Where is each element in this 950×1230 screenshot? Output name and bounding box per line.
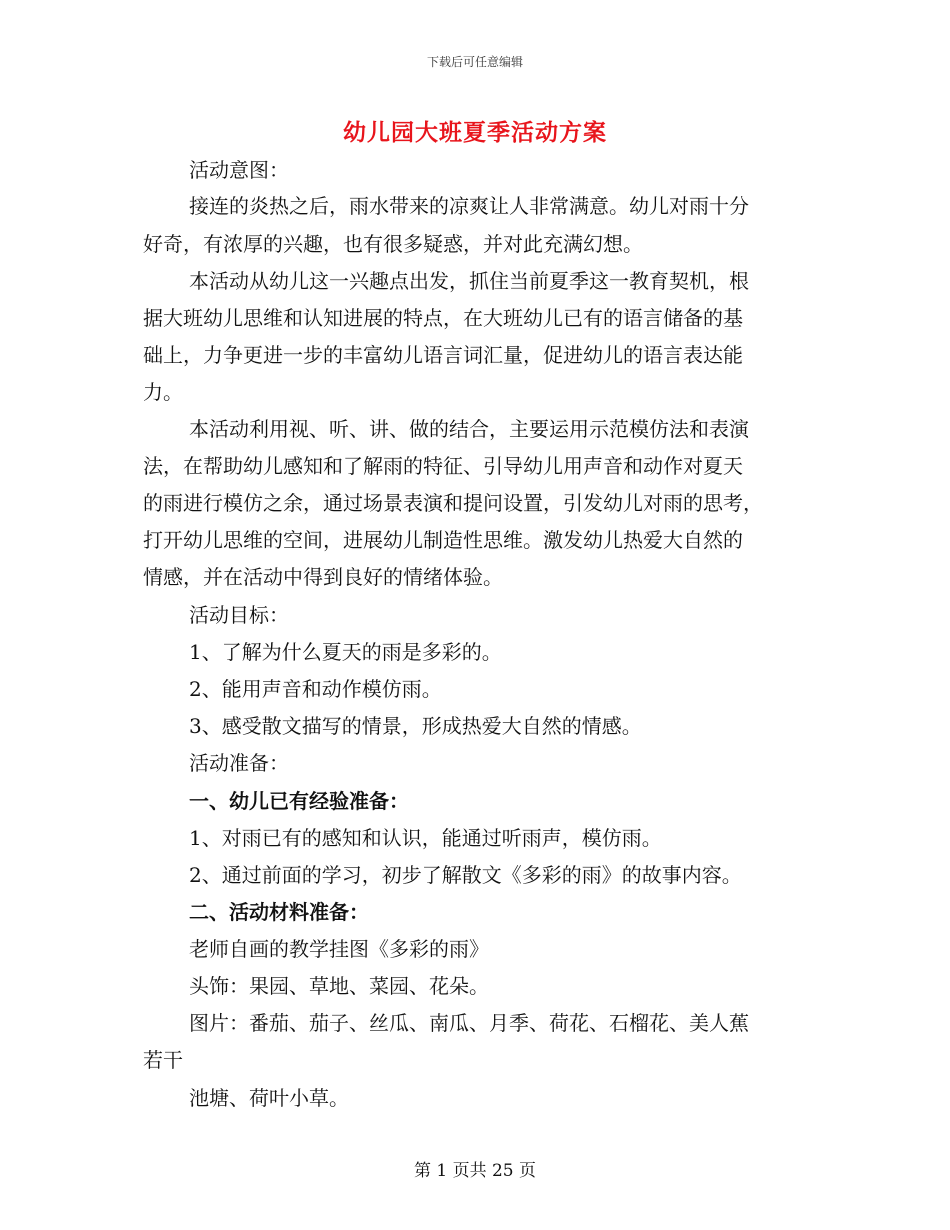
section-heading: 活动目标： xyxy=(189,603,289,627)
paragraph-line: 情感，并在活动中得到良好的情绪体验。 xyxy=(143,565,503,589)
paragraph-line: 好奇，有浓厚的兴趣，也有很多疑惑，并对此充满幻想。 xyxy=(143,232,643,256)
paragraph-line: 法，在帮助幼儿感知和了解雨的特征、引导幼儿用声音和动作对夏天 xyxy=(143,454,743,478)
paragraph-line: 老师自画的教学挂图《多彩的雨》 xyxy=(189,937,489,961)
paragraph-line: 池塘、荷叶小草。 xyxy=(189,1086,349,1110)
paragraph-line: 力。 xyxy=(143,380,183,404)
paragraph-line: 本活动利用视、听、讲、做的结合，主要运用示范模仿法和表演 xyxy=(189,417,749,441)
list-item: 1、了解为什么夏天的雨是多彩的。 xyxy=(189,640,502,664)
paragraph-line: 接连的炎热之后，雨水带来的凉爽让人非常满意。幼儿对雨十分 xyxy=(189,194,749,218)
paragraph-line: 据大班幼儿思维和认知进展的特点，在大班幼儿已有的语言储备的基 xyxy=(143,306,743,330)
list-item: 2、能用声音和动作模仿雨。 xyxy=(189,677,442,701)
page-number-footer: 第 1 页共 25 页 xyxy=(413,1161,537,1181)
page-header-note: 下载后可任意编辑 xyxy=(426,55,523,69)
section-heading: 活动准备： xyxy=(189,751,289,775)
list-item: 1、对雨已有的感知和认识，能通过听雨声，模仿雨。 xyxy=(189,826,662,850)
list-item: 3、感受散文描写的情景，形成热爱大自然的情感。 xyxy=(189,714,642,738)
document-title: 幼儿园大班夏季活动方案 xyxy=(343,119,607,146)
paragraph-line: 活动意图： xyxy=(189,158,289,182)
paragraph-line: 头饰：果园、草地、菜园、花朵。 xyxy=(189,974,489,998)
subsection-heading: 二、活动材料准备： xyxy=(189,900,369,924)
paragraph-line: 础上，力争更进一步的丰富幼儿语言词汇量，促进幼儿的语言表达能 xyxy=(143,343,743,367)
paragraph-line: 打开幼儿思维的空间，进展幼儿制造性思维。激发幼儿热爱大自然的 xyxy=(143,528,743,552)
list-item: 2、通过前面的学习，初步了解散文《多彩的雨》的故事内容。 xyxy=(189,863,742,887)
paragraph-line: 的雨进行模仿之余，通过场景表演和提问设置，引发幼儿对雨的思考， xyxy=(143,491,763,515)
paragraph-line: 若干 xyxy=(143,1048,183,1072)
subsection-heading: 一、幼儿已有经验准备： xyxy=(189,789,409,813)
paragraph-line: 本活动从幼儿这一兴趣点出发，抓住当前夏季这一教育契机，根 xyxy=(189,269,749,293)
paragraph-line: 图片：番茄、茄子、丝瓜、南瓜、月季、荷花、石榴花、美人蕉 xyxy=(189,1011,749,1035)
